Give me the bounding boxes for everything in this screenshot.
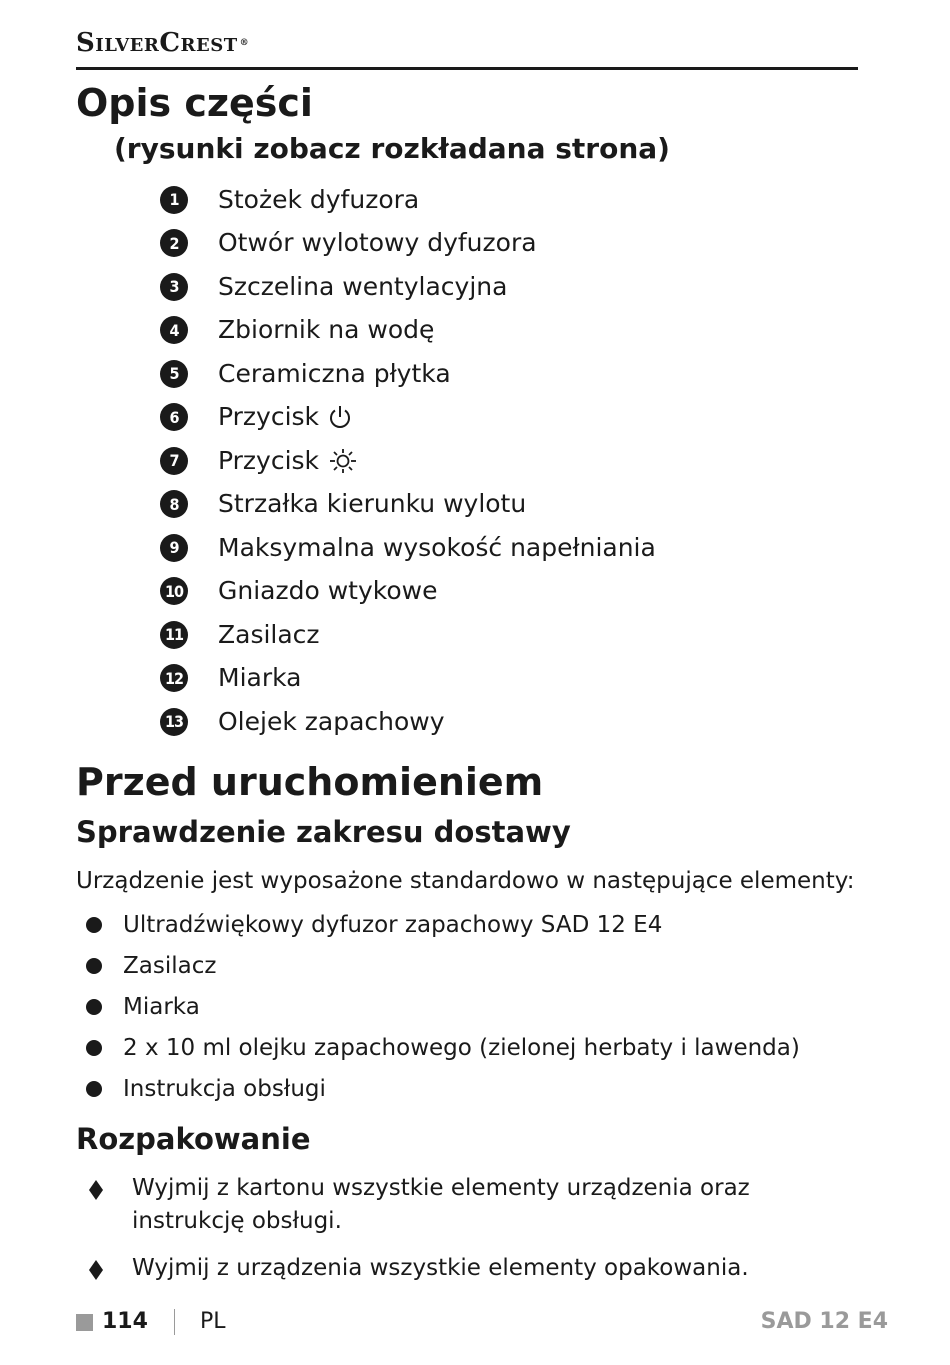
part-label: Otwór wylotowy dyfuzora [218,228,537,258]
diamond-bullet-icon [86,1178,106,1202]
brand-name: SilverCrest [76,28,238,58]
parts-list-item [160,613,656,657]
part-label-with-icon [218,446,359,476]
part-label: Strzałka kierunku wylotu [218,489,527,519]
part-number-badge: 8 [160,490,188,518]
part-label: Maksymalna wysokość napełniania [218,532,656,562]
section-title-before-use: Przed uruchomieniem [76,760,544,804]
part-label-text: Przycisk [218,445,320,475]
delivery-list-item [86,905,800,946]
bullet-dot [86,917,102,933]
subsection-title-delivery: Sprawdzenie zakresu dostawy [76,815,571,849]
delivery-item-text: Zasilacz [123,953,217,980]
part-number-badge: 10 [160,577,188,605]
parts-list-item [160,352,656,396]
part-number-badge: 4 [160,316,188,344]
parts-list-item [160,396,656,440]
delivery-intro: Urządzenie jest wyposażone standardowo w następujące elementy: [76,868,855,894]
part-label: Stożek dyfuzora [218,184,420,214]
delivery-list-item [86,1027,800,1068]
parts-list-item [160,526,656,570]
delivery-list-item [86,987,800,1028]
section-subtitle-parts: (rysunki zobacz rozkładana strona) [114,132,670,165]
part-number-badge: 2 [160,229,188,257]
bullet-dot [86,999,102,1015]
delivery-item-text: Miarka [123,993,200,1020]
parts-list-item [160,265,656,309]
parts-list-item [160,439,656,483]
delivery-list-item [86,1068,800,1109]
page-number: 114 [102,1309,148,1334]
unpacking-step [86,1172,866,1238]
page-footer [76,1306,888,1338]
part-label: Szczelina wentylacyjna [218,271,508,301]
part-label: Ceramiczna płytka [218,358,451,388]
part-label-with-icon [218,402,353,432]
power-icon [327,403,353,431]
unpacking-step-text: Wyjmij z urządzenia wszystkie elementy opakowania. [132,1255,749,1281]
brand-logo [76,28,249,58]
part-number-badge: 9 [160,534,188,562]
model-number: SAD 12 E4 [760,1309,888,1334]
sun-light-icon [327,447,359,475]
diamond-bullet-icon [86,1258,106,1282]
delivery-list-item [86,946,800,987]
subsection-title-unpacking: Rozpakowanie [76,1122,311,1156]
footer-square-marker [76,1314,93,1331]
part-number-badge: 11 [160,621,188,649]
part-label: Zbiornik na wodę [218,315,435,345]
section-title-parts: Opis części [76,81,313,125]
part-label-text: Przycisk [218,402,320,432]
delivery-item-text: Instrukcja obsługi [123,1075,326,1102]
header-rule [76,67,858,70]
part-label: Gniazdo wtykowe [218,576,438,606]
part-number-badge: 3 [160,273,188,301]
delivery-item-text: Ultradźwiękowy dyfuzor zapachowy SAD 12 E4 [123,912,663,939]
language-code: PL [200,1309,226,1334]
part-number-badge: 12 [160,664,188,692]
parts-list-item [160,483,656,527]
unpacking-step-text: Wyjmij z kartonu wszystkie elementy urządzenia oraz instrukcję obsługi. [132,1175,750,1234]
bullet-dot [86,1040,102,1056]
delivery-list [86,905,800,1109]
bullet-dot [86,958,102,974]
footer-separator [174,1309,175,1335]
delivery-item-text: 2 x 10 ml olejku zapachowego (zielonej herbaty i lawenda) [123,1034,800,1061]
parts-list-item [160,700,656,744]
registered-mark: ® [239,38,250,48]
part-number-badge: 7 [160,447,188,475]
part-number-badge: 1 [160,186,188,214]
parts-list-item [160,178,656,222]
unpacking-steps [86,1172,866,1299]
part-label: Zasilacz [218,619,320,649]
part-label: Miarka [218,663,302,693]
parts-list-item [160,309,656,353]
parts-list [160,178,656,744]
parts-list-item [160,570,656,614]
parts-list-item [160,222,656,266]
parts-list-item [160,657,656,701]
unpacking-step [86,1252,866,1285]
part-number-badge: 13 [160,708,188,736]
bullet-dot [86,1081,102,1097]
part-number-badge: 5 [160,360,188,388]
part-number-badge: 6 [160,403,188,431]
part-label: Olejek zapachowy [218,706,445,736]
